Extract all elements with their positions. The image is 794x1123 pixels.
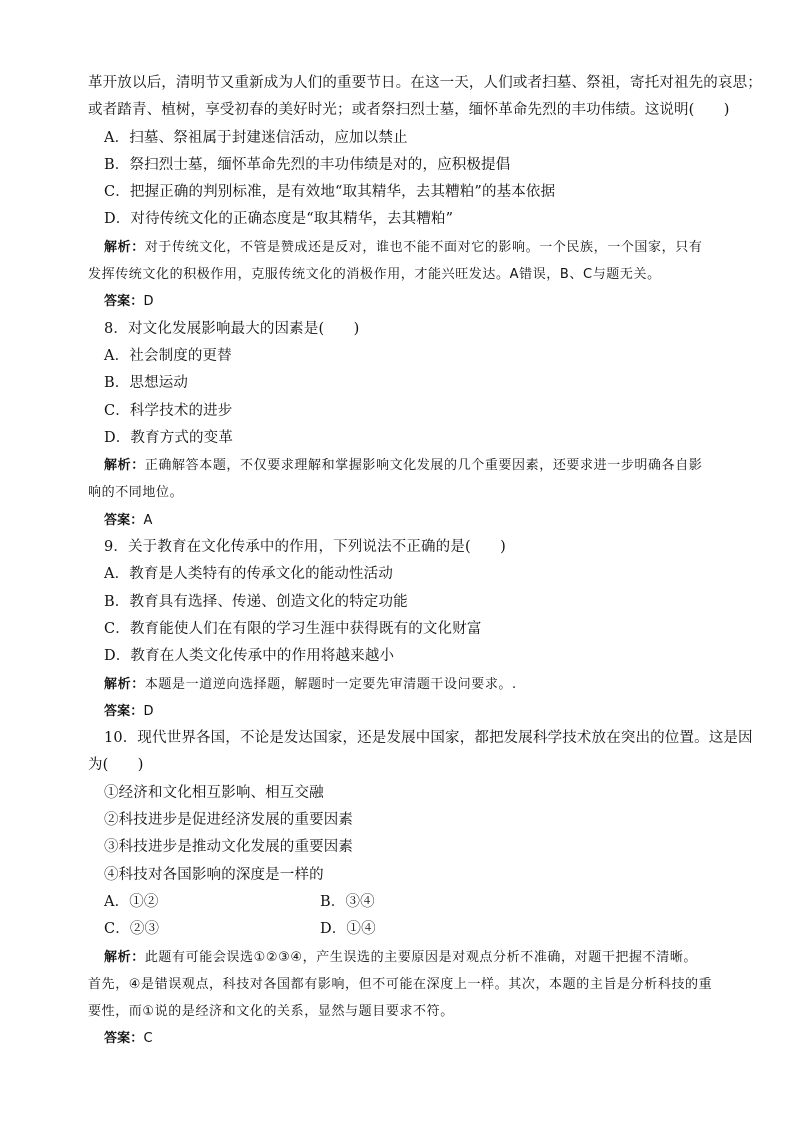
q8-option-a: A．社会制度的更替 xyxy=(104,347,232,364)
q9-option-c: C．教育能使人们在有限的学习生涯中获得既有的文化财富 xyxy=(104,620,482,637)
q10-statement-1: ①经济和文化相互影响、相互交融 xyxy=(104,784,324,801)
q10-explanation-cont: 首先，④是错误观点，科技对各国都有影响，但不可能在深度上一样。其次，本题的主旨是分析科技的重 xyxy=(88,976,713,992)
q9-option-d: D．教育在人类文化传承中的作用将越来越小 xyxy=(104,648,395,665)
explanation-label: 解析： xyxy=(104,676,145,692)
q10-option-d: D．①④ xyxy=(320,921,376,938)
answer-label: 答案： xyxy=(104,512,144,528)
explanation-label: 解析： xyxy=(104,458,145,474)
q9-stem: 9．关于教育在文化传承中的作用，下列说法不正确的是( ) xyxy=(104,539,506,556)
q8-explanation-cont: 响的不同地位。 xyxy=(88,485,184,501)
q10-answer xyxy=(88,1025,718,1052)
q7-option-a: A．扫墓、祭祖属于封建迷信活动，应加以禁止 xyxy=(104,129,408,146)
q7-stem-line: 或者踏青、植树，享受初春的美好时光；或者祭扫烈士墓，缅怀革命先烈的丰功伟绩。这说明( ) xyxy=(88,102,730,119)
q8-option-d: D．教育方式的变革 xyxy=(104,429,233,446)
answer-label: 答案： xyxy=(104,703,144,719)
explanation-label: 解析： xyxy=(104,949,145,965)
q10-options-row xyxy=(88,916,718,943)
q10-option-a: A．①② xyxy=(104,893,159,910)
q7-stem-line: 革开放以后，清明节又重新成为人们的重要节日。在这一天，人们或者扫墓、祭祖，寄托对祖先的哀思； xyxy=(88,75,762,91)
answer-value: C xyxy=(143,1031,153,1047)
q10-statement-2: ②科技进步是促进经济发展的重要因素 xyxy=(104,812,354,829)
q7-explanation xyxy=(88,234,718,261)
q8-option-c: C．科学技术的进步 xyxy=(104,402,233,419)
q10-option-c: C．②③ xyxy=(104,921,160,938)
q7-option-d: D．对待传统文化的正确态度是“取其精华，去其糟粕” xyxy=(104,211,454,228)
q9-answer xyxy=(88,698,718,725)
q10-explanation xyxy=(88,944,718,971)
q10-explanation-cont: 要性，而①说的是经济和文化的关系，显然与题目要求不符。 xyxy=(88,1004,454,1020)
answer-value: D xyxy=(143,294,154,310)
document-page xyxy=(88,70,762,1053)
q10-option-b: B．③④ xyxy=(320,893,375,910)
q9-option-b: B．教育具有选择、传递、创造文化的特定功能 xyxy=(104,593,408,610)
q8-option-b: B．思想运动 xyxy=(104,375,189,392)
q10-statement-4: ④科技对各国影响的深度是一样的 xyxy=(104,866,324,883)
q7-explanation-cont: 发挥传统文化的积极作用，克服传统文化的消极作用，才能兴旺发达。A错误，B、C与题无关。 xyxy=(88,267,661,283)
explanation-text: 此题有可能会误选①②③④，产生误选的主要原因是对观点分析不准确，对题干把握不清晰。 xyxy=(144,949,698,965)
q7-option-b: B．祭扫烈士墓，缅怀革命先烈的丰功伟绩是对的，应积极提倡 xyxy=(104,156,511,173)
answer-label: 答案： xyxy=(104,1031,144,1047)
q8-explanation xyxy=(88,452,718,479)
explanation-text: 本题是一道逆向选择题，解题时一定要先审清题干设问要求。. xyxy=(144,676,517,692)
q8-answer xyxy=(88,507,718,534)
q9-option-a: A．教育是人类特有的传承文化的能动性活动 xyxy=(104,566,393,583)
q7-option-c: C．把握正确的判别标准，是有效地“取其精华，去其糟粕”的基本依据 xyxy=(104,184,556,201)
answer-value: A xyxy=(143,512,153,528)
explanation-text: 正确解答本题，不仅要求理解和掌握影响文化发展的几个重要因素，还要求进一步明确各自影 xyxy=(144,458,703,474)
q10-statement-3: ③科技进步是推动文化发展的重要因素 xyxy=(104,839,354,856)
q10-options-row xyxy=(88,889,718,916)
q10-stem-line: 为( ) xyxy=(88,757,144,774)
explanation-label: 解析： xyxy=(104,239,145,255)
q9-explanation xyxy=(88,671,718,698)
answer-value: D xyxy=(143,703,154,719)
explanation-text: 对于传统文化，不管是赞成还是反对，谁也不能不面对它的影响。一个民族，一个国家，只有 xyxy=(144,239,703,255)
q7-answer xyxy=(88,288,718,315)
q10-stem-line: 10．现代世界各国，不论是发达国家，还是发展中国家，都把发展科学技术放在突出的位置。这是因 xyxy=(104,730,753,747)
answer-label: 答案： xyxy=(104,294,144,310)
q8-stem: 8．对文化发展影响最大的因素是( ) xyxy=(104,320,360,337)
